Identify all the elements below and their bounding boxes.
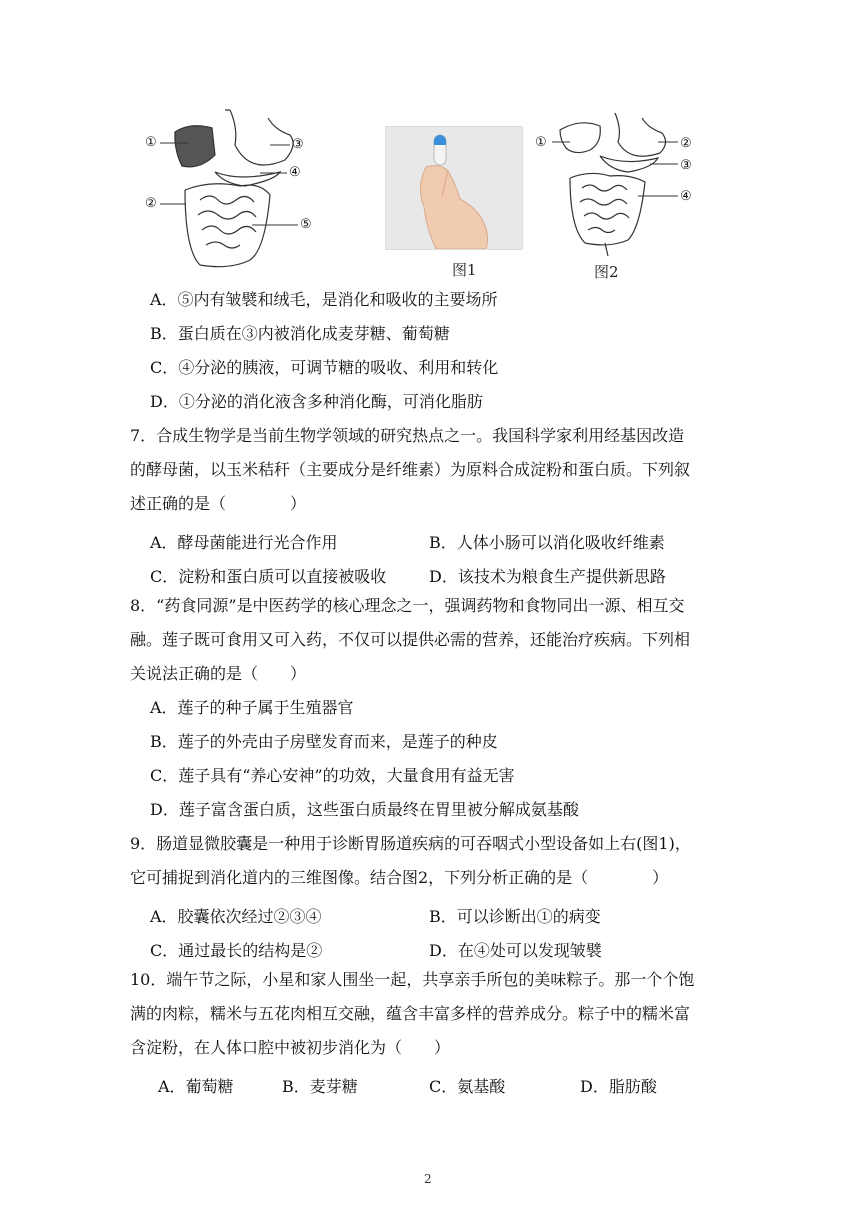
q10-option-a: A．葡萄糖 [158, 1077, 234, 1096]
left-label-5: ⑤ [300, 217, 312, 232]
right-label-4: ④ [680, 189, 692, 204]
q6-option-a: A．⑤内有皱襞和绒毛，是消化和吸收的主要场所 [150, 290, 498, 309]
q9-line-1: 9．肠道显微胶囊是一种用于诊断胃肠道疾病的可吞咽式小型设备如上右(图1)， [130, 834, 691, 853]
q10-line-2: 满的肉粽，糯米与五花肉相互交融，蕴含丰富多样的营养成分。粽子中的糯米富 [130, 1004, 691, 1023]
q7-line-2: 的酵母菌，以玉米秸秆（主要成分是纤维素）为原料合成淀粉和蛋白质。下列叙 [130, 460, 691, 479]
q9-option-d: D．在④处可以发现皱襞 [429, 941, 602, 960]
left-label-4: ④ [289, 165, 301, 180]
q8-option-d: D．莲子富含蛋白质，这些蛋白质最终在胃里被分解成氨基酸 [150, 800, 579, 819]
right-label-2: ② [680, 136, 692, 151]
digestive-system-diagram-left [140, 100, 340, 275]
capsule-photo [385, 126, 523, 250]
q9-option-c: C．通过最长的结构是② [150, 941, 323, 960]
q7-option-d: D．该技术为粮食生产提供新思路 [429, 567, 666, 586]
q7-option-b: B．人体小肠可以消化吸收纤维素 [429, 533, 665, 552]
q8-option-a: A．莲子的种子属于生殖器官 [150, 698, 354, 717]
q9-option-b: B．可以诊断出①的病变 [429, 907, 601, 926]
figure-1-caption: 图1 [452, 261, 477, 279]
digestive-system-diagram-right [530, 108, 710, 258]
q10-option-c: C．氨基酸 [429, 1077, 506, 1096]
right-label-3: ③ [680, 158, 692, 173]
q9-option-a: A．胶囊依次经过②③④ [150, 907, 322, 926]
hand-with-capsule-image [386, 127, 522, 249]
q9-line-2: 它可捕捉到消化道内的三维图像。结合图2，下列分析正确的是（ ） [130, 868, 669, 887]
q7-option-a: A．酵母菌能进行光合作用 [150, 533, 338, 552]
right-label-1: ① [535, 135, 547, 150]
q8-line-2: 融。莲子既可食用又可入药，不仅可以提供必需的营养，还能治疗疾病。下列相 [130, 630, 691, 649]
q6-option-d: D．①分泌的消化液含多种消化酶，可消化脂肪 [150, 392, 483, 411]
q10-line-3: 含淀粉，在人体口腔中被初步消化为（ ） [130, 1038, 451, 1057]
left-label-2: ② [145, 196, 157, 211]
q10-option-b: B．麦芽糖 [282, 1077, 358, 1096]
q8-option-b: B．莲子的外壳由子房壁发育而来，是莲子的种皮 [150, 732, 498, 751]
q8-option-c: C．莲子具有“养心安神”的功效，大量食用有益无害 [150, 766, 515, 785]
q10-line-1: 10．端午节之际，小星和家人围坐一起，共享亲手所包的美味粽子。那一个个饱 [130, 970, 695, 989]
q8-line-1: 8．“药食同源”是中医药学的核心理念之一，强调药物和食物同出一源、相互交 [130, 596, 685, 615]
page-number: 2 [424, 1172, 432, 1186]
q7-line-3: 述正确的是（ ） [130, 494, 307, 513]
q7-option-c: C．淀粉和蛋白质可以直接被吸收 [150, 567, 387, 586]
left-label-3: ③ [292, 137, 304, 152]
q7-line-1: 7．合成生物学是当前生物学领域的研究热点之一。我国科学家利用经基因改造 [130, 426, 685, 445]
q10-option-d: D．脂肪酸 [580, 1077, 657, 1096]
left-label-1: ① [145, 135, 157, 150]
q6-option-b: B．蛋白质在③内被消化成麦芽糖、葡萄糖 [150, 324, 450, 343]
figure-2-caption: 图2 [594, 263, 619, 281]
q6-option-c: C．④分泌的胰液，可调节糖的吸收、利用和转化 [150, 358, 499, 377]
q8-line-3: 关说法正确的是（ ） [130, 664, 307, 683]
